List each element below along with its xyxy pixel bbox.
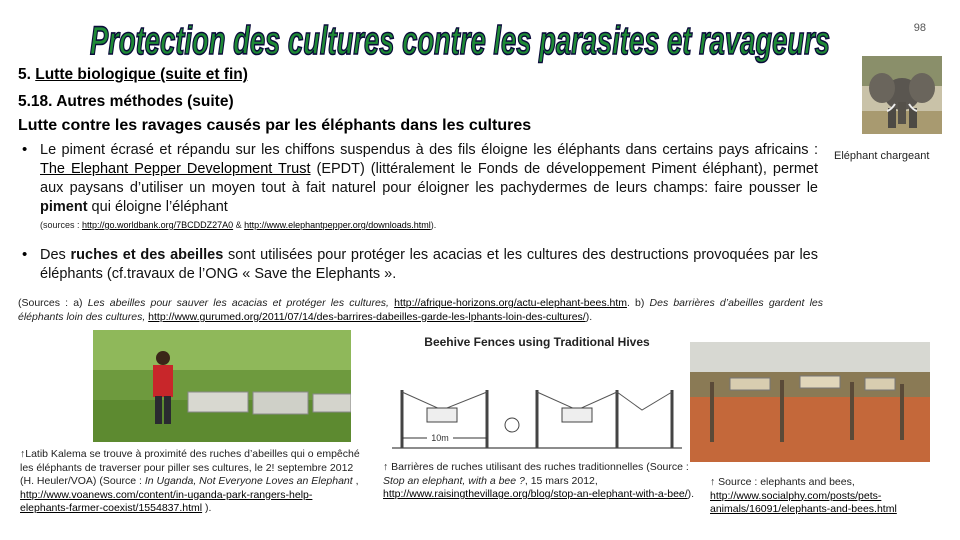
diagram-title: Beehive Fences using Traditional Hives xyxy=(424,335,650,349)
sources2-text: ). xyxy=(585,311,593,323)
bullet1-text: (EPDT) (littéralement le Fonds de développement Piment éléphant), permet aux paysans d’utiliser un moyen tout à fait naturel pour éloigner les pachydermes de leurs champs: faire pousser le xyxy=(40,161,819,196)
bullet1-bold: piment xyxy=(40,199,88,215)
sources1-amp: & xyxy=(233,220,245,230)
sources2-title-a: Les abeilles pour sauver les acacias et protéger les cultures, xyxy=(87,297,389,309)
elephant-caption: Eléphant chargeant xyxy=(834,150,930,162)
gurumed-link[interactable]: http://www.gurumed.org/2011/07/14/des-barrires-dabeilles-garde-les-lphants-loin-des-cultures/ xyxy=(148,311,586,323)
sources2-text: . b) xyxy=(627,297,650,309)
caption2-title: Stop an elephant, with a bee ? xyxy=(383,474,525,487)
socialphy-link[interactable]: http://www.socialphy.com/posts/pets-animals/16091/elephants-and-bees.html xyxy=(710,489,897,515)
sources1-prefix: (sources : xyxy=(40,220,83,230)
bullet-bees-paragraph xyxy=(40,246,818,284)
voanews-link[interactable]: http://www.voanews.com/content/in-uganda-park-rangers-help-elephants-farmer-coexist/1554837.html xyxy=(20,488,313,514)
sources2-text: (Sources : a) xyxy=(18,297,88,309)
sources-line-1 xyxy=(40,220,436,230)
caption2-text: , 15 mars 2012, xyxy=(524,474,598,487)
beehive-fence-diagram xyxy=(387,330,687,458)
slide-title-text: Protection des cultures contre les parasites et ravageurs xyxy=(90,19,830,63)
worldbank-link[interactable]: http://go.worldbank.org/7BCDDZ27A0 xyxy=(82,220,234,230)
section-heading xyxy=(18,66,248,84)
farmer-photo-caption xyxy=(20,448,360,516)
caption2-text: ↑ Barrières de ruches utilisant des ruches traditionnelles (Source : xyxy=(383,461,689,473)
sources-line-2 xyxy=(18,296,823,324)
caption3-text: ↑ Source : elephants and bees, xyxy=(710,476,855,488)
bullet2-text: sont utilisées pour protéger les acacias et les cultures des destructions provoquées par les éléphants (cf.travaux de l’ONG « Save the Elephants ». xyxy=(40,247,818,282)
topic-heading: Lutte contre les ravages causés par les éléphants dans les cultures xyxy=(18,117,532,134)
bullet2-bold: ruches et des abeilles xyxy=(70,247,224,263)
page-number: 98 xyxy=(913,22,926,34)
diagram-distance-label: 10m xyxy=(431,433,449,443)
beehives-field-photo xyxy=(690,342,930,462)
bullet-pepper-paragraph xyxy=(40,141,818,217)
subsection-heading: 5.18. Autres méthodes (suite) xyxy=(18,93,234,110)
epdt-link[interactable]: The Elephant Pepper Development Trust xyxy=(40,161,311,177)
slide-title xyxy=(85,14,835,68)
section-heading-prefix: 5. xyxy=(18,66,36,83)
sources2-title-b: Des barrières d’abeilles gardent les éléphants loin des cultures, xyxy=(18,297,823,323)
caption2-text: ). xyxy=(687,488,695,500)
caption1-text: ↑Latib Kalema se trouve à proximité des ruches d’abeilles qui o empêché les éléphants de traverser pour piller ses cultures, le 2! septembre 2012 (H. Heuler/VOA) (Source : xyxy=(20,448,360,487)
caption1-text: , xyxy=(352,475,359,487)
sources1-suffix: ). xyxy=(430,220,437,230)
afrique-horizons-link[interactable]: http://afrique-horizons.org/actu-elephant-bees.htm xyxy=(394,297,627,309)
farmer-beehives-photo xyxy=(93,330,351,442)
bullet1-text: Le piment écrasé et répandu sur les chiffons suspendus à des fils éloigne les éléphants dans certains pays africains : xyxy=(40,142,818,158)
section-heading-link[interactable]: Lutte biologique (suite et fin) xyxy=(35,66,248,83)
elephant-photo xyxy=(862,56,942,134)
bullet1-text: qui éloigne l’éléphant xyxy=(87,199,228,215)
raisingthevillage-link[interactable]: http://www.raisingthevillage.org/blog/stop-an-elephant-with-a-bee/ xyxy=(383,488,688,500)
beehives-photo-caption xyxy=(710,476,940,517)
bullet-marker: • xyxy=(22,141,28,158)
bullet-marker: • xyxy=(22,246,28,263)
bullet2-text: Des xyxy=(40,247,71,263)
fence-diagram-caption xyxy=(383,461,701,502)
elephantpepper-link[interactable]: http://www.elephantpepper.org/downloads.html xyxy=(244,220,431,230)
caption1-text: ). xyxy=(202,502,212,514)
caption1-title: In Uganda, Not Everyone Loves an Elephant xyxy=(144,475,353,487)
